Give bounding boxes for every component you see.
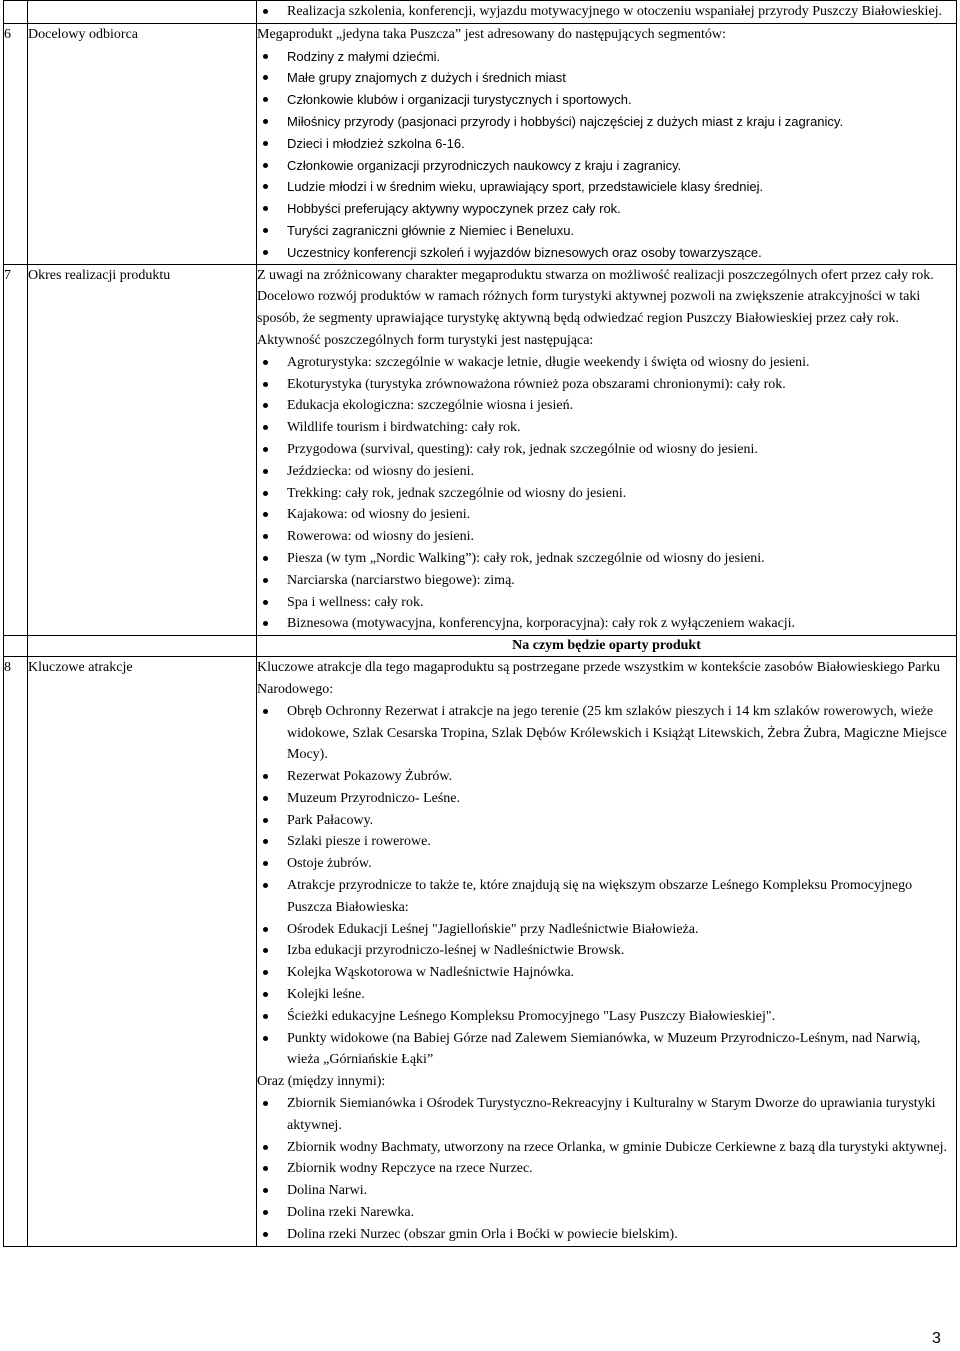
document-page (3, 0, 956, 1247)
row-top-body (257, 1, 957, 24)
list-item: Uczestnicy konferencji szkoleń i wyjazdów biznesowych oraz osoby towarzyszące. (257, 242, 956, 264)
other-attractions-list (257, 1093, 956, 1246)
row-8-mid-text: Oraz (między innymi): (257, 1074, 386, 1090)
row-6-number: 6 (4, 23, 28, 264)
list-item: Zbiornik Siemianówka i Ośrodek Turystyczno-Rekreacyjny i Kulturalny w Starym Dworze do uprawiania turystyki aktywnej. (257, 1093, 956, 1137)
row-7-label: Okres realizacji produktu (28, 264, 257, 636)
table-row-heading (4, 636, 957, 657)
list-item: Trekking: cały rok, jednak szczególnie od wiosny do jesieni. (257, 483, 956, 505)
row-top-num (4, 1, 28, 24)
list-item: Rowerowa: od wiosny do jesieni. (257, 526, 956, 548)
row-8-body (257, 657, 957, 1247)
list-item: Ścieżki edukacyjne Leśnego Kompleksu Promocyjnego "Lasy Puszczy Białowieskiej". (257, 1006, 956, 1028)
target-audience-list (257, 46, 956, 264)
list-item: Dzieci i młodzież szkolna 6-16. (257, 133, 956, 155)
list-item: Narciarska (narciarstwo biegowe): zimą. (257, 570, 956, 592)
list-item: Edukacja ekologiczna: szczególnie wiosna i jesień. (257, 395, 956, 417)
top-list (257, 1, 956, 23)
section-heading: Na czym będzie oparty produkt (257, 636, 957, 657)
list-item: Turyści zagraniczni głównie z Niemiec i Beneluxu. (257, 220, 956, 242)
row-8-label: Kluczowe atrakcje (28, 657, 257, 1247)
heading-row-label (28, 636, 257, 657)
list-item: Atrakcje przyrodnicze to także te, które znajdują się na większym obszarze Leśnego Kompleksu Promocyjnego Puszcza Białowieska: (257, 875, 956, 919)
list-item: Miłośnicy przyrody (pasjonaci przyrody i hobbyści) najczęściej z dużych miast z kraju i zagranicy. (257, 111, 956, 133)
list-item: Ośrodek Edukacji Leśnej "Jagiellońskie" przy Nadleśnictwie Białowieża. (257, 919, 956, 941)
list-item: Spa i wellness: cały rok. (257, 592, 956, 614)
list-item: Zbiornik wodny Repczyce na rzece Nurzec. (257, 1158, 956, 1180)
list-item: Ekoturystyka (turystyka zrównoważona również poza obszarami chronionymi): cały rok. (257, 374, 956, 396)
list-item: Rezerwat Pokazowy Żubrów. (257, 766, 956, 788)
list-item: Izba edukacji przyrodniczo-leśnej w Nadleśnictwie Browsk. (257, 940, 956, 962)
table-row-8 (4, 657, 957, 1247)
heading-row-num (4, 636, 28, 657)
list-item: Ostoje żubrów. (257, 853, 956, 875)
list-item: Zbiornik wodny Bachmaty, utworzony na rzece Orlanka, w gminie Dubicze Cerkiewne z bazą dla turystyki aktywnej. (257, 1137, 956, 1159)
list-item: Obręb Ochronny Rezerwat i atrakcje na jego terenie (25 km szlaków pieszych i 14 km szlaków rowerowych, wieże widokowe, Szlak Cesarska Tropina, Szlak Dębów Królewskich i Książąt Litewskich, Żebra Żubra, Magiczne Miejsce Mocy). (257, 701, 956, 766)
list-item: Biznesowa (motywacyjna, konferencyjna, korporacyjna): cały rok z wyłączeniem wakacji. (257, 613, 956, 635)
activity-period-list (257, 352, 956, 635)
row-7-body (257, 264, 957, 636)
list-item: Rodziny z małymi dziećmi. (257, 46, 956, 68)
row-8-number: 8 (4, 657, 28, 1247)
list-item: Dolina Narwi. (257, 1180, 956, 1202)
key-attractions-list (257, 701, 956, 1072)
row-6-intro: Megaprodukt „jedyna taka Puszcza” jest adresowany do następujących segmentów: (257, 26, 726, 42)
list-item: Ludzie młodzi i w średnim wieku, uprawiający sport, przedstawiciele klasy średniej. (257, 176, 956, 198)
row-6-label: Docelowy odbiorca (28, 23, 257, 264)
row-6-body (257, 23, 957, 264)
table-row-6 (4, 23, 957, 264)
list-item: Kajakowa: od wiosny do jesieni. (257, 504, 956, 526)
row-8-intro: Kluczowe atrakcje dla tego magaproduktu są postrzegane przede wszystkim w kontekście zasobów Białowieskiego Parku Narodowego: (257, 660, 941, 697)
list-item: Szlaki piesze i rowerowe. (257, 831, 956, 853)
list-item: Jeździecka: od wiosny do jesieni. (257, 461, 956, 483)
list-item: Małe grupy znajomych z dużych i średnich miast (257, 67, 956, 89)
list-item: Kolejki leśne. (257, 984, 956, 1006)
list-item: Realizacja szkolenia, konferencji, wyjazdu motywacyjnego w otoczeniu wspaniałej przyrody Puszczy Białowieskiej. (257, 1, 956, 23)
product-table (3, 0, 957, 1247)
table-row-top (4, 1, 957, 24)
list-item: Piesza (w tym „Nordic Walking”): cały rok, jednak szczególnie od wiosny do jesieni. (257, 548, 956, 570)
list-item: Przygodowa (survival, questing): cały rok, jednak szczególnie od wiosny do jesieni. (257, 439, 956, 461)
row-7-number: 7 (4, 264, 28, 636)
table-row-7 (4, 264, 957, 636)
list-item: Dolina rzeki Narewka. (257, 1202, 956, 1224)
row-7-intro: Z uwagi na zróżnicowany charakter megaproduktu stwarza on możliwość realizacji poszczególnych ofert przez cały rok. Docelowo rozwój produktów w ramach różnych form turystyki aktywnej pozwoli na zwiększenie atrakcyjności w taki sposób, że segmenty uprawiające turystykę aktywną będą odwiedzać region Puszczy Białowieskiej przez cały rok. Aktywność poszczególnych form turystyki jest następująca: (257, 267, 934, 348)
list-item: Kolejka Wąskotorowa w Nadleśnictwie Hajnówka. (257, 962, 956, 984)
list-item: Członkowie organizacji przyrodniczych naukowcy z kraju i zagranicy. (257, 155, 956, 177)
list-item: Wildlife tourism i birdwatching: cały rok. (257, 417, 956, 439)
list-item: Agroturystyka: szczególnie w wakacje letnie, długie weekendy i święta od wiosny do jesieni. (257, 352, 956, 374)
list-item: Dolina rzeki Nurzec (obszar gmin Orla i Boćki w powiecie bielskim). (257, 1224, 956, 1246)
list-item: Muzeum Przyrodniczo- Leśne. (257, 788, 956, 810)
list-item: Członkowie klubów i organizacji turystycznych i sportowych. (257, 89, 956, 111)
list-item: Hobbyści preferujący aktywny wypoczynek przez cały rok. (257, 198, 956, 220)
row-top-label (28, 1, 257, 24)
list-item: Punkty widokowe (na Babiej Górze nad Zalewem Siemianówka, w Muzeum Przyrodniczo-Leśnym, nad Narwią, wieża „Górniańskie Łąki” (257, 1028, 956, 1072)
list-item: Park Pałacowy. (257, 810, 956, 832)
page-number: 3 (932, 1330, 941, 1347)
